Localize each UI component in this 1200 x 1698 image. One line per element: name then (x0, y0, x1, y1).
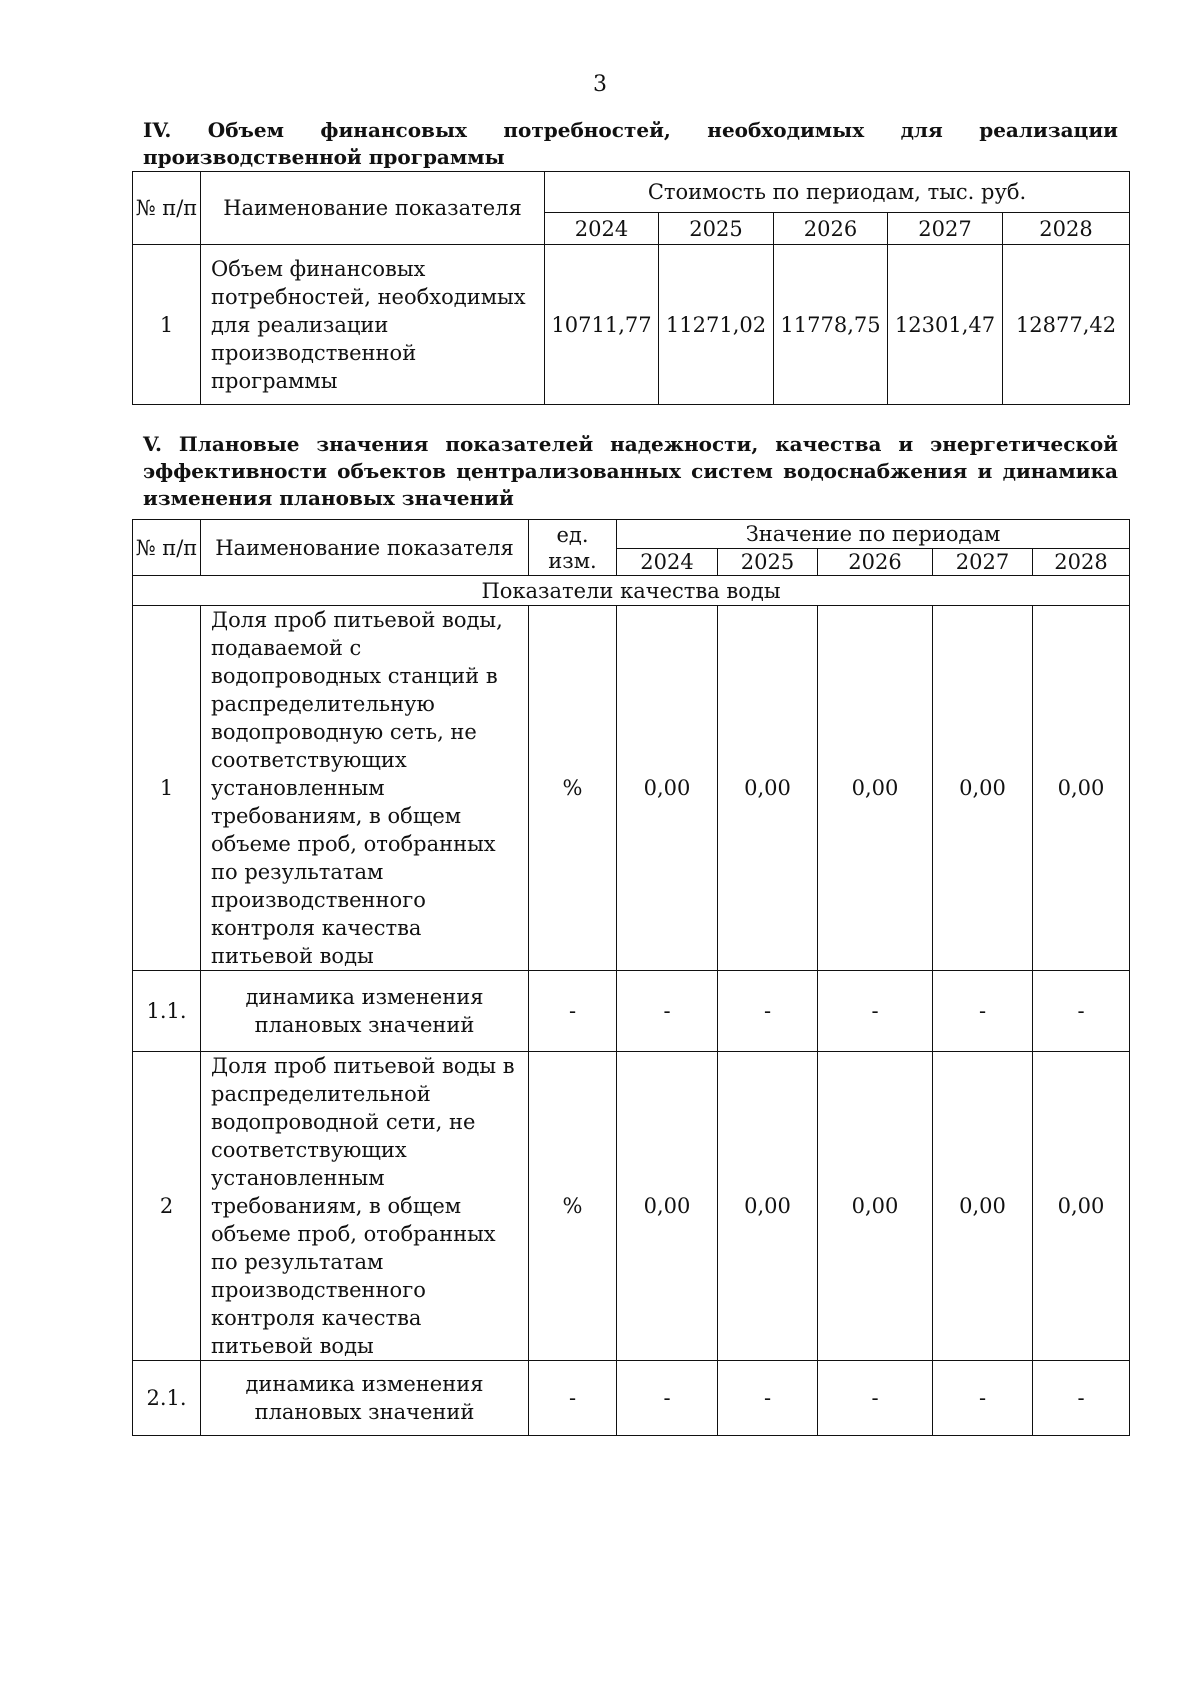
row-num: 1.1. (133, 971, 201, 1052)
table-header-row (133, 520, 1130, 549)
row-value: 0,00 (1033, 1052, 1130, 1361)
row-value: 12301,47 (888, 245, 1003, 405)
row-num: 2 (133, 1052, 201, 1361)
row-value: 11271,02 (659, 245, 774, 405)
column-header-year: 2027 (933, 549, 1033, 576)
financial-needs-table (132, 171, 1130, 405)
row-name: динамика изменения плановых значений (201, 971, 529, 1052)
row-value: 0,00 (818, 606, 933, 971)
column-header-year: 2028 (1003, 213, 1130, 245)
row-value: 0,00 (933, 606, 1033, 971)
row-value: - (617, 971, 718, 1052)
row-unit: - (529, 1361, 617, 1436)
row-value: - (718, 1361, 818, 1436)
row-value: - (1033, 1361, 1130, 1436)
row-value: 11778,75 (774, 245, 888, 405)
row-value: 0,00 (1033, 606, 1130, 971)
row-name: Объем финансовых потребностей, необходимых для реализации производственной программы (201, 245, 545, 405)
row-unit: % (529, 606, 617, 971)
row-value: 12877,42 (1003, 245, 1130, 405)
column-header-name: Наименование показателя (201, 520, 529, 576)
column-header-year: 2027 (888, 213, 1003, 245)
table-row (133, 971, 1130, 1052)
row-num: 1 (133, 245, 201, 405)
column-header-year: 2024 (617, 549, 718, 576)
table-row (133, 606, 1130, 971)
row-num: 2.1. (133, 1361, 201, 1436)
row-unit: % (529, 1052, 617, 1361)
column-header-value-group: Значение по периодам (617, 520, 1130, 549)
row-name: динамика изменения плановых значений (201, 1361, 529, 1436)
row-unit: - (529, 971, 617, 1052)
row-value: - (1033, 971, 1130, 1052)
row-value: 0,00 (933, 1052, 1033, 1361)
row-name: Доля проб питьевой воды, подаваемой с водопроводных станций в распределительную водопроводную сеть, не соответствующих установленным требованиям, в общем объеме проб, отобранных по результатам производственного контроля качества питьевой воды (201, 606, 529, 971)
column-header-unit: ед. изм. (529, 520, 617, 576)
row-value: 0,00 (718, 1052, 818, 1361)
page-number: 3 (593, 72, 607, 97)
column-header-year: 2026 (818, 549, 933, 576)
row-value: - (617, 1361, 718, 1436)
row-value: 0,00 (818, 1052, 933, 1361)
planned-values-table (132, 519, 1130, 1436)
table-row (133, 245, 1130, 405)
row-value: - (933, 1361, 1033, 1436)
table-row (133, 1052, 1130, 1361)
row-value: - (818, 1361, 933, 1436)
row-value: 10711,77 (545, 245, 659, 405)
group-title-row (133, 576, 1130, 606)
column-header-year: 2025 (659, 213, 774, 245)
row-num: 1 (133, 606, 201, 971)
column-header-cost-group: Стоимость по периодам, тыс. руб. (545, 172, 1130, 213)
section-5-heading: V. Плановые значения показателей надежности, качества и энергетической эффективности объектов централизованных систем водоснабжения и динамика изменения плановых значений (143, 432, 1118, 510)
table-row (133, 1361, 1130, 1436)
column-header-name: Наименование показателя (201, 172, 545, 245)
column-header-num: № п/п (133, 172, 201, 245)
row-value: 0,00 (718, 606, 818, 971)
column-header-year: 2024 (545, 213, 659, 245)
column-header-year: 2025 (718, 549, 818, 576)
row-name: Доля проб питьевой воды в распределительной водопроводной сети, не соответствующих установленным требованиям, в общем объеме проб, отобранных по результатам производственного контроля качества питьевой воды (201, 1052, 529, 1361)
row-value: - (818, 971, 933, 1052)
row-value: - (718, 971, 818, 1052)
row-value: 0,00 (617, 606, 718, 971)
row-value: - (933, 971, 1033, 1052)
row-value: 0,00 (617, 1052, 718, 1361)
column-header-year: 2026 (774, 213, 888, 245)
table-header-row (133, 172, 1130, 213)
column-header-year: 2028 (1033, 549, 1130, 576)
column-header-num: № п/п (133, 520, 201, 576)
section-4-heading: IV. Объем финансовых потребностей, необходимых для реализации производственной программы (143, 118, 1118, 169)
group-title: Показатели качества воды (133, 576, 1130, 606)
